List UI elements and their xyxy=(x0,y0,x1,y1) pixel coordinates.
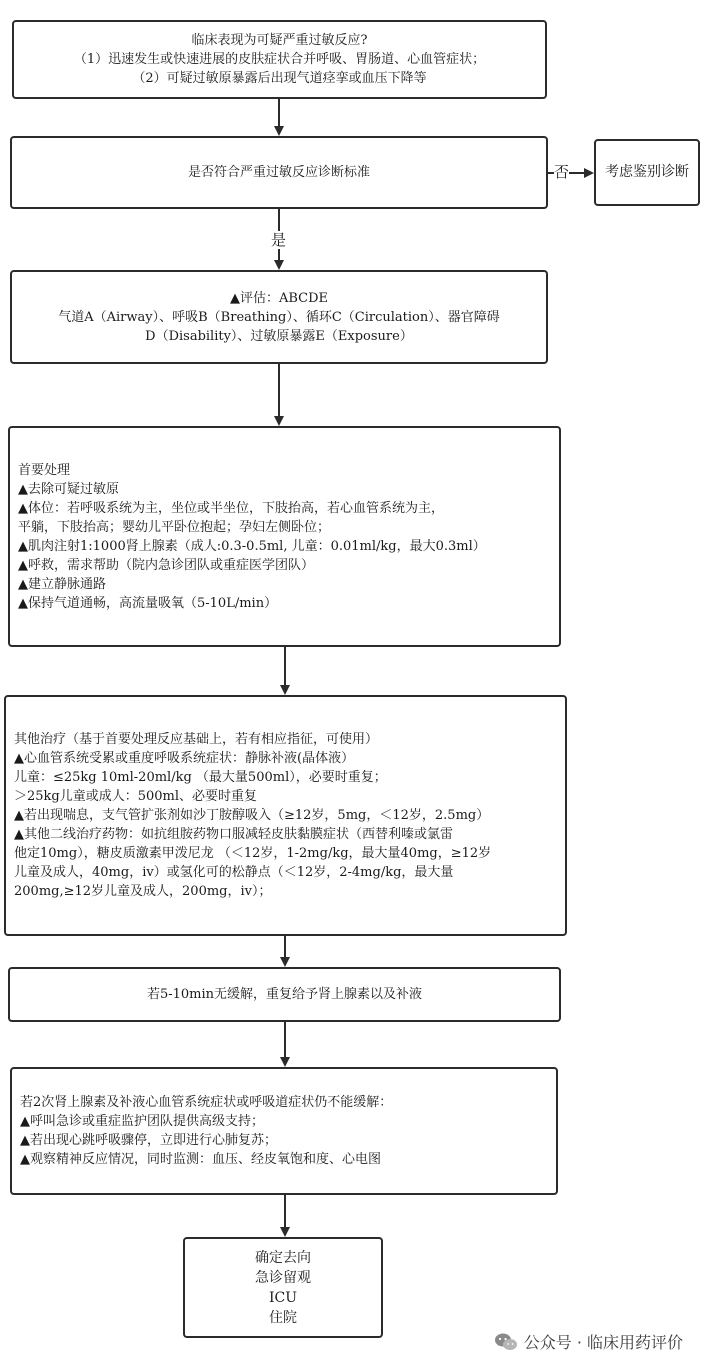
clinical-presentation-criterion-2: （2）可疑过敏原暴露后出现气道痉挛或血压下降等 xyxy=(132,71,427,86)
repeat-epinephrine-box xyxy=(8,967,561,1022)
other-treatment-item: 儿童：≤25kg 10ml-20ml/kg （最大量500ml），必要时重复； xyxy=(14,770,387,785)
wechat-icon xyxy=(494,1332,518,1352)
abcde-assessment-detail-2: D（Disability）、过敏原暴露E（Exposure） xyxy=(145,328,413,344)
primary-treatment-item: ▲建立静脉通路 xyxy=(18,576,106,592)
other-treatment-title: 其他治疗（基于首要处理反应基础上，若有相应指征，可使用） xyxy=(14,732,379,747)
other-treatment-item: ▲若出现喘息，支气管扩张剂如沙丁胺醇吸入（≥12岁，5mg，＜12岁，2.5mg） xyxy=(14,808,490,823)
differential-diagnosis-text: 考虑鉴别诊断 xyxy=(605,164,689,180)
other-treatment-box xyxy=(4,695,567,936)
refractory-management-item: ▲若出现心跳呼吸骤停，立即进行心肺复苏； xyxy=(20,1133,277,1148)
primary-treatment-item: ▲呼救，需求帮助（院内急诊团队或重症医学团队） xyxy=(18,557,314,573)
other-treatment-item: ▲心血管系统受累或重度呼吸系统症状：静脉补液(晶体液） xyxy=(14,751,355,766)
other-treatment-item: ＞25kg儿童或成人：500ml、必要时重复 xyxy=(14,789,258,804)
refractory-management-item: ▲呼叫急诊或重症监护团队提供高级支持； xyxy=(20,1114,264,1129)
diagnostic-criteria-box xyxy=(10,136,548,209)
primary-treatment-item: 平躺，下肢抬高；婴幼儿平卧位抱起；孕妇左侧卧位； xyxy=(18,519,331,535)
disposition-option: ICU xyxy=(268,1289,298,1306)
other-treatment-item: 他定10mg），糖皮质激素甲泼尼龙 （＜12岁，1-2mg/kg，最大量40mg，≥12岁 xyxy=(14,846,492,861)
refractory-management-item: ▲观察精神反应情况，同时监测：血压、经皮氧饱和度、心电图 xyxy=(20,1152,381,1167)
disposition-option: 住院 xyxy=(269,1309,297,1326)
other-treatment-item: ▲其他二线治疗药物：如抗组胺药物口服减轻皮肤黏膜症状（西替利嗪或氯雷 xyxy=(14,827,453,842)
abcde-assessment-title: ▲评估：ABCDE xyxy=(229,290,329,306)
diagnostic-criteria-text: 是否符合严重过敏反应诊断标准 xyxy=(187,165,370,180)
edge-label-no: 否 xyxy=(554,163,570,181)
primary-treatment-box xyxy=(8,426,561,647)
clinical-presentation-box xyxy=(12,20,547,99)
primary-treatment-item: ▲体位：若呼吸系统为主，坐位或半坐位，下肢抬高，若心血管系统为主， xyxy=(18,500,444,516)
abcde-assessment-box xyxy=(10,270,548,364)
primary-treatment-item: ▲保持气道通畅，高流量吸氧（5-10L/min） xyxy=(18,595,278,611)
disposition-option: 急诊留观 xyxy=(255,1269,311,1286)
primary-treatment-item: ▲去除可疑过敏原 xyxy=(18,481,119,497)
edge-label-yes: 是 xyxy=(271,231,287,249)
differential-diagnosis-box xyxy=(594,139,700,206)
repeat-epinephrine-text: 若5-10min无缓解，重复给予肾上腺素以及补液 xyxy=(146,987,423,1002)
refractory-management-title: 若2次肾上腺素及补液心血管系统症状或呼吸道症状仍不能缓解： xyxy=(20,1095,393,1110)
other-treatment-item: 儿童及成人，40mg，iv）或氢化可的松静点（＜12岁，2-4mg/kg，最大量 xyxy=(14,865,454,880)
disposition-title: 确定去向 xyxy=(255,1249,311,1266)
disposition-box xyxy=(183,1237,383,1338)
primary-treatment-title: 首要处理 xyxy=(18,462,71,478)
other-treatment-item: 200mg,≥12岁儿童及成人，200mg，iv）； xyxy=(14,884,272,899)
clinical-presentation-title: 临床表现为可疑严重过敏反应? xyxy=(191,33,368,48)
refractory-management-box xyxy=(10,1067,558,1195)
watermark xyxy=(494,1330,683,1353)
abcde-assessment-detail-1: 气道A（Airway）、呼吸B（Breathing）、循环C（Circulation）、器官障碍 xyxy=(58,309,500,325)
primary-treatment-item: ▲肌肉注射1:1000肾上腺素（成人:0.3-0.5ml, 儿童：0.01ml/kg，最大0.3ml） xyxy=(18,538,486,554)
clinical-presentation-criterion-1: （1）迅速发生或快速进展的皮肤症状合并呼吸、胃肠道、心血管症状； xyxy=(73,52,486,67)
watermark-text: 公众号 · 临床用药评价 xyxy=(523,1333,683,1352)
